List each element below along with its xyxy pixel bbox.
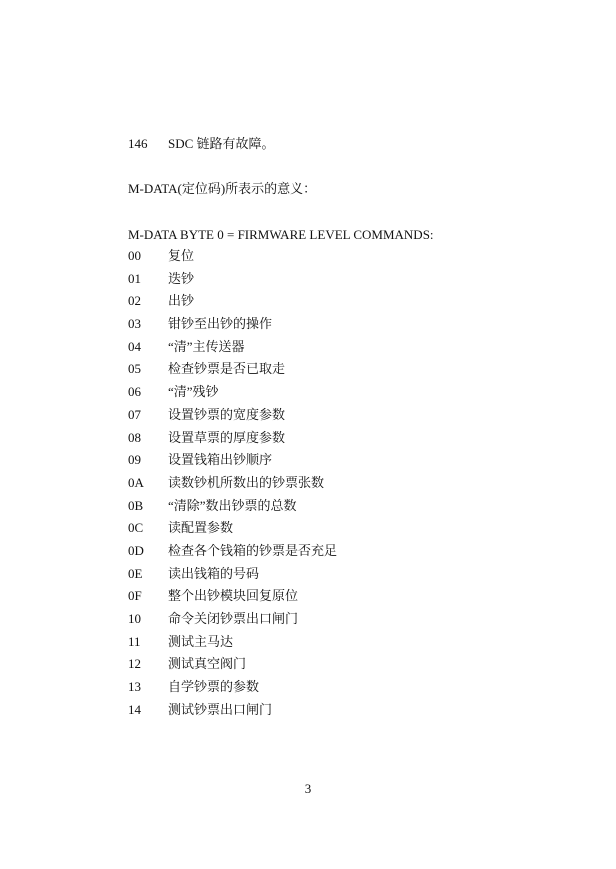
command-row <box>128 339 337 362</box>
command-list <box>128 248 337 724</box>
command-row <box>128 702 337 725</box>
command-row <box>128 498 337 521</box>
command-description: 读数钞机所数出的钞票张数 <box>168 474 325 490</box>
command-code: 0B <box>128 497 144 513</box>
command-code: 01 <box>128 270 141 286</box>
command-code: 12 <box>128 656 141 672</box>
command-row <box>128 316 337 339</box>
command-description: 检查各个钱箱的钞票是否充足 <box>168 542 338 558</box>
command-code: 10 <box>128 611 141 626</box>
command-description: 整个出钞模块回复原位 <box>168 588 299 604</box>
command-row <box>128 520 337 543</box>
command-code: 14 <box>128 701 141 717</box>
command-row <box>128 611 337 634</box>
command-code: 11 <box>128 633 141 649</box>
command-code: 00 <box>128 248 141 263</box>
mdata-heading: M-DATA(定位码)所表示的意义： <box>128 181 317 196</box>
command-description: 读配置参数 <box>168 520 234 536</box>
command-description: 复位 <box>168 248 195 263</box>
command-row <box>128 271 337 294</box>
command-description: 自学钞票的参数 <box>168 679 260 695</box>
command-code: 0D <box>128 542 144 558</box>
command-row <box>128 566 337 589</box>
command-code: 0C <box>128 520 144 536</box>
command-row <box>128 384 337 407</box>
error-text: SDC 链路有故障。 <box>168 136 275 151</box>
command-description: 测试钞票出口闸门 <box>168 701 273 717</box>
command-description: 检查钞票是否已取走 <box>168 361 286 377</box>
command-code: 08 <box>128 429 141 445</box>
command-row <box>128 248 337 271</box>
command-description: 测试真空阀门 <box>168 656 247 672</box>
command-row <box>128 475 337 498</box>
command-description: 设置钞票的宽度参数 <box>168 406 286 422</box>
command-description: 读出钱箱的号码 <box>168 565 260 581</box>
command-row <box>128 361 337 384</box>
command-row <box>128 407 337 430</box>
page-number: 3 <box>304 781 312 796</box>
command-row <box>128 588 337 611</box>
command-description: 出钞 <box>168 293 195 309</box>
command-row <box>128 430 337 453</box>
command-row <box>128 293 337 316</box>
command-code: 0A <box>128 474 144 490</box>
command-code: 13 <box>128 679 141 695</box>
command-code: 0F <box>128 588 142 604</box>
command-code: 09 <box>128 452 141 468</box>
error-entry <box>128 136 275 152</box>
command-description: 钳钞至出钞的操作 <box>168 316 273 332</box>
command-description: 命令关闭钞票出口闸门 <box>168 611 299 626</box>
command-code: 06 <box>128 384 141 400</box>
command-code: 0E <box>128 565 143 581</box>
command-row <box>128 634 337 657</box>
command-row <box>128 452 337 475</box>
command-row <box>128 679 337 702</box>
command-code: 02 <box>128 293 141 309</box>
command-code: 07 <box>128 406 141 422</box>
command-description: 设置草票的厚度参数 <box>168 429 286 445</box>
command-code: 04 <box>128 338 141 354</box>
command-description: 测试主马达 <box>168 633 234 649</box>
command-description: 迭钞 <box>168 270 195 286</box>
byte0-heading: M-DATA BYTE 0 = FIRMWARE LEVEL COMMANDS: <box>128 227 434 242</box>
command-description: 设置钱箱出钞顺序 <box>168 452 273 468</box>
command-description: “清除”数出钞票的总数 <box>168 497 297 513</box>
error-code: 146 <box>128 136 148 151</box>
command-row <box>128 656 337 679</box>
command-code: 05 <box>128 361 141 377</box>
command-code: 03 <box>128 316 141 332</box>
command-row <box>128 543 337 566</box>
command-description: “清”主传送器 <box>168 338 245 354</box>
command-description: “清”残钞 <box>168 384 219 400</box>
